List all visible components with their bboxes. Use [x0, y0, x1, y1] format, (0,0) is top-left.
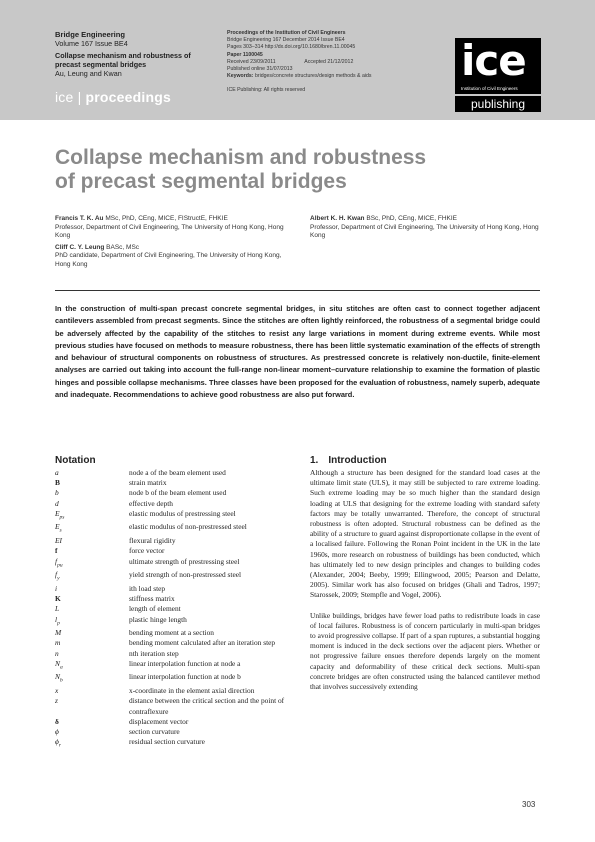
notation-symbol: f [55, 546, 58, 556]
notation-row [55, 737, 295, 751]
notation-description: node b of the beam element used [129, 488, 227, 498]
notation-symbol: EI [55, 536, 62, 546]
notation-row [55, 727, 295, 737]
introduction-section [310, 455, 540, 692]
page-number: 303 [522, 800, 536, 809]
notation-symbol: ϕ [55, 726, 59, 736]
ice-publishing-logo [455, 38, 541, 118]
header-paper-title: Collapse mechanism and robustness of precast segmental bridges [55, 51, 191, 69]
logo-publishing-text: publishing [455, 96, 541, 112]
abstract: In the construction of multi-span precast concrete segmental bridges, in situ stitches are often cast to connect together adjacent cantilevers assembled from precast segments. Since the stitches are often lightly reinforced, the robustness of a segmental bridge could be adversely affected by the capability of the stitches to resist any large variations in moment during extreme events. While most previous studies have focused on methods to measure robustness, there has been little systematic examination of the effects of strength and behaviour of structural components on robustness of structures. As prestressed concrete is relatively non-ductile, finite-element analyses are carried out taking into account the full-range non-linear moment–curvature relationship to examine the formation of plastic hinges and possible collapse mechanisms. Three classes have been proposed for the evaluation of robustness, namely superb, adequate and inadequate. Recommendations to achieve good robustness are also put forward. [55, 304, 540, 400]
notation-symbol: d [55, 498, 59, 508]
notation-symbol: m [55, 638, 61, 648]
notation-symbol: $N_b$ [55, 672, 63, 684]
author-entry [310, 215, 550, 241]
notation-heading: Notation [55, 455, 96, 466]
notation-row [55, 686, 295, 696]
notation-symbol: B [55, 478, 60, 488]
notation-symbol: K [55, 594, 61, 604]
author-affiliation: PhD candidate, Department of Civil Engineering, The University of Hong Kong, Hong Kong [55, 252, 282, 268]
notation-symbol: $l_p$ [55, 614, 60, 626]
meta-copyright: ICE Publishing: All rights reserved [227, 87, 306, 94]
article-title [55, 146, 515, 194]
journal-name: Bridge Engineering [55, 30, 126, 39]
meta-keywords: Keywords: bridges/concrete structures/design methods & aids [227, 73, 372, 80]
meta-proceedings: Proceedings of the Institution of Civil Engineers [227, 30, 346, 36]
notation-row [55, 696, 295, 716]
journal-volume: Volume 167 Issue BE4 [55, 39, 128, 48]
notation-row [55, 488, 295, 498]
notation-description: ultimate strength of prestressing steel [129, 556, 240, 566]
notation-description: plastic hinge length [129, 614, 187, 624]
author-name: Francis T. K. Au [55, 215, 104, 222]
notation-description: bending moment at a section [129, 628, 214, 638]
notation-description: bending moment calculated after an iteration step [129, 638, 276, 648]
author-degrees: BSc, PhD, CEng, MICE, FHKIE [364, 215, 458, 222]
notation-symbol: $f_y$ [55, 570, 60, 582]
notation-row [55, 615, 295, 629]
notation-row [55, 672, 295, 686]
logo-ice-text: ice [461, 36, 526, 85]
article-title-line2: of precast segmental bridges [55, 170, 347, 193]
notation-row [55, 499, 295, 509]
notation-symbol: $f_{pu}$ [55, 556, 63, 569]
notation-description: stiffness matrix [129, 594, 175, 604]
logo-institution-text: Institution of Civil Engineers [461, 86, 518, 91]
article-title-line1: Collapse mechanism and robustness [55, 146, 427, 169]
notation-description: yield strength of non-prestressed steel [129, 570, 242, 580]
notation-row [55, 546, 295, 556]
notation-description: force vector [129, 546, 165, 556]
notation-description: flexural rigidity [129, 536, 176, 546]
ice-proceedings-brand: ice | proceedings [55, 89, 171, 105]
notation-description: elastic modulus of prestressing steel [129, 508, 236, 518]
notation-description: ith load step [129, 583, 166, 593]
notation-symbol: z [55, 696, 58, 706]
notation-row [55, 628, 295, 638]
logo-ice-block [455, 38, 541, 94]
notation-symbol: M [55, 628, 62, 638]
meta-published: Published online 31/07/2013 [227, 66, 293, 73]
introduction-paragraph: Unlike buildings, bridges have fewer load paths to redistribute loads in case of local failures. Robustness is of concern particularly in multi-span bridges to avoid progressive collapse. If part of a span ruptures, a substantial hogging moment is induced in the deck sections over the adjacent piers. Whether or not progressive failure ensues therefore depends largely on the moment capacity and deformability of these critical deck sections. Multi-span concrete bridges are often constructed using the balanced cantilever method that involves successively extending [310, 610, 540, 692]
introduction-paragraph: Although a structure has been designed for the standard load cases at the ultimate limit state (ULS), it may still be subjected to rare extreme loading. Such extreme loading may be so much higher than the standard design loading at ULS that designing for the extreme loading with standard safety factors may be totally unwarranted. Therefore, the concept of structural robustness is often adopted. Structural robustness can be defined as the ability of a structure to guard against disproportionate collapse in the event of a localised failure. Following the Ronan Point incident in the UK in the late 1960s, more research on robustness of buildings has been conducted, which has ultimately led to new design principles and changes to building codes (Alexander, 2004; Beeby, 1999; Ellingwood, 2005; Pearson and Delatte, 2005). Similar work has also focused on bridges (Ghali and Tadros, 1997; Starossek, 2009; Stempfle and Vogel, 2006). [310, 468, 540, 600]
author-affiliation: Professor, Department of Civil Engineering, The University of Hong Kong, Hong Kong [310, 223, 539, 240]
author-affiliation: Professor, Department of Civil Engineering, The University of Hong Kong, Hong Kong [55, 223, 284, 240]
author-list-left [55, 215, 295, 270]
notation-row [55, 570, 295, 584]
notation-section [55, 455, 295, 751]
notation-symbol: n [55, 648, 59, 658]
notation-description: strain matrix [129, 478, 167, 488]
notation-row [55, 478, 295, 488]
notation-row [55, 468, 295, 478]
notation-row [55, 604, 295, 614]
notation-row [55, 659, 295, 673]
notation-list [55, 468, 295, 751]
notation-row [55, 638, 295, 648]
notation-symbol: b [55, 488, 59, 498]
meta-pages-doi[interactable]: Pages 303–314 http://dx.doi.org/10.1680/bren.11.00045 [227, 44, 356, 51]
notation-description: distance between the critical section and the point of contraflexure [129, 696, 285, 716]
notation-description: linear interpolation function at node b [129, 672, 241, 682]
notation-description: displacement vector [129, 716, 189, 726]
notation-row [55, 584, 295, 594]
notation-symbol: $E_s$ [55, 522, 62, 534]
author-degrees: BASc, MSc [104, 243, 140, 251]
notation-symbol: x [55, 686, 59, 696]
notation-description: length of element [129, 604, 181, 614]
notation-symbol: a [55, 468, 59, 477]
notation-row [55, 536, 295, 546]
meta-issue: Bridge Engineering 167 December 2014 Issue BE4 [227, 37, 345, 44]
author-entry [55, 215, 295, 241]
notation-symbol: $E_{ps}$ [55, 508, 65, 521]
author-entry [55, 244, 295, 270]
notation-description: linear interpolation function at node a [129, 658, 241, 668]
notation-row [55, 522, 295, 536]
notation-row [55, 649, 295, 659]
notation-description: effective depth [129, 498, 173, 508]
author-list-right [310, 215, 550, 241]
publication-metadata [227, 30, 392, 95]
author-name: Cliff C. Y. Leung [55, 243, 105, 251]
notation-symbol: δ [55, 716, 59, 726]
notation-description: elastic modulus of non-prestressed steel [129, 522, 247, 532]
journal-header [0, 0, 595, 120]
meta-paper-number: Paper 1100045 [227, 51, 263, 58]
meta-dates [227, 59, 392, 66]
header-authors: Au, Leung and Kwan [55, 69, 122, 78]
meta-accepted: Accepted 21/12/2012 [304, 58, 354, 65]
notation-row [55, 557, 295, 571]
notation-symbol: $N_a$ [55, 658, 63, 671]
notation-symbol: L [55, 604, 60, 614]
section-divider [55, 290, 540, 291]
notation-row [55, 717, 295, 727]
introduction-heading: 1. Introduction [310, 455, 387, 466]
notation-symbol: $\phi_r$ [55, 737, 61, 749]
notation-row [55, 594, 295, 604]
notation-description: nth iteration step [129, 648, 179, 658]
meta-received: Received 23/09/2011 [227, 58, 276, 65]
notation-description: residual section curvature [129, 737, 205, 747]
author-degrees: MSc, PhD, CEng, MICE, FIStructE, FHKIE [103, 215, 228, 222]
notation-description: section curvature [129, 726, 180, 736]
notation-row [55, 509, 295, 523]
notation-description: x-coordinate in the element axial direction [129, 686, 255, 696]
header-left-block [55, 30, 205, 78]
notation-symbol: i [55, 583, 58, 593]
author-name: Albert K. H. Kwan [310, 215, 365, 222]
notation-description: node a of the beam element used [129, 468, 226, 477]
